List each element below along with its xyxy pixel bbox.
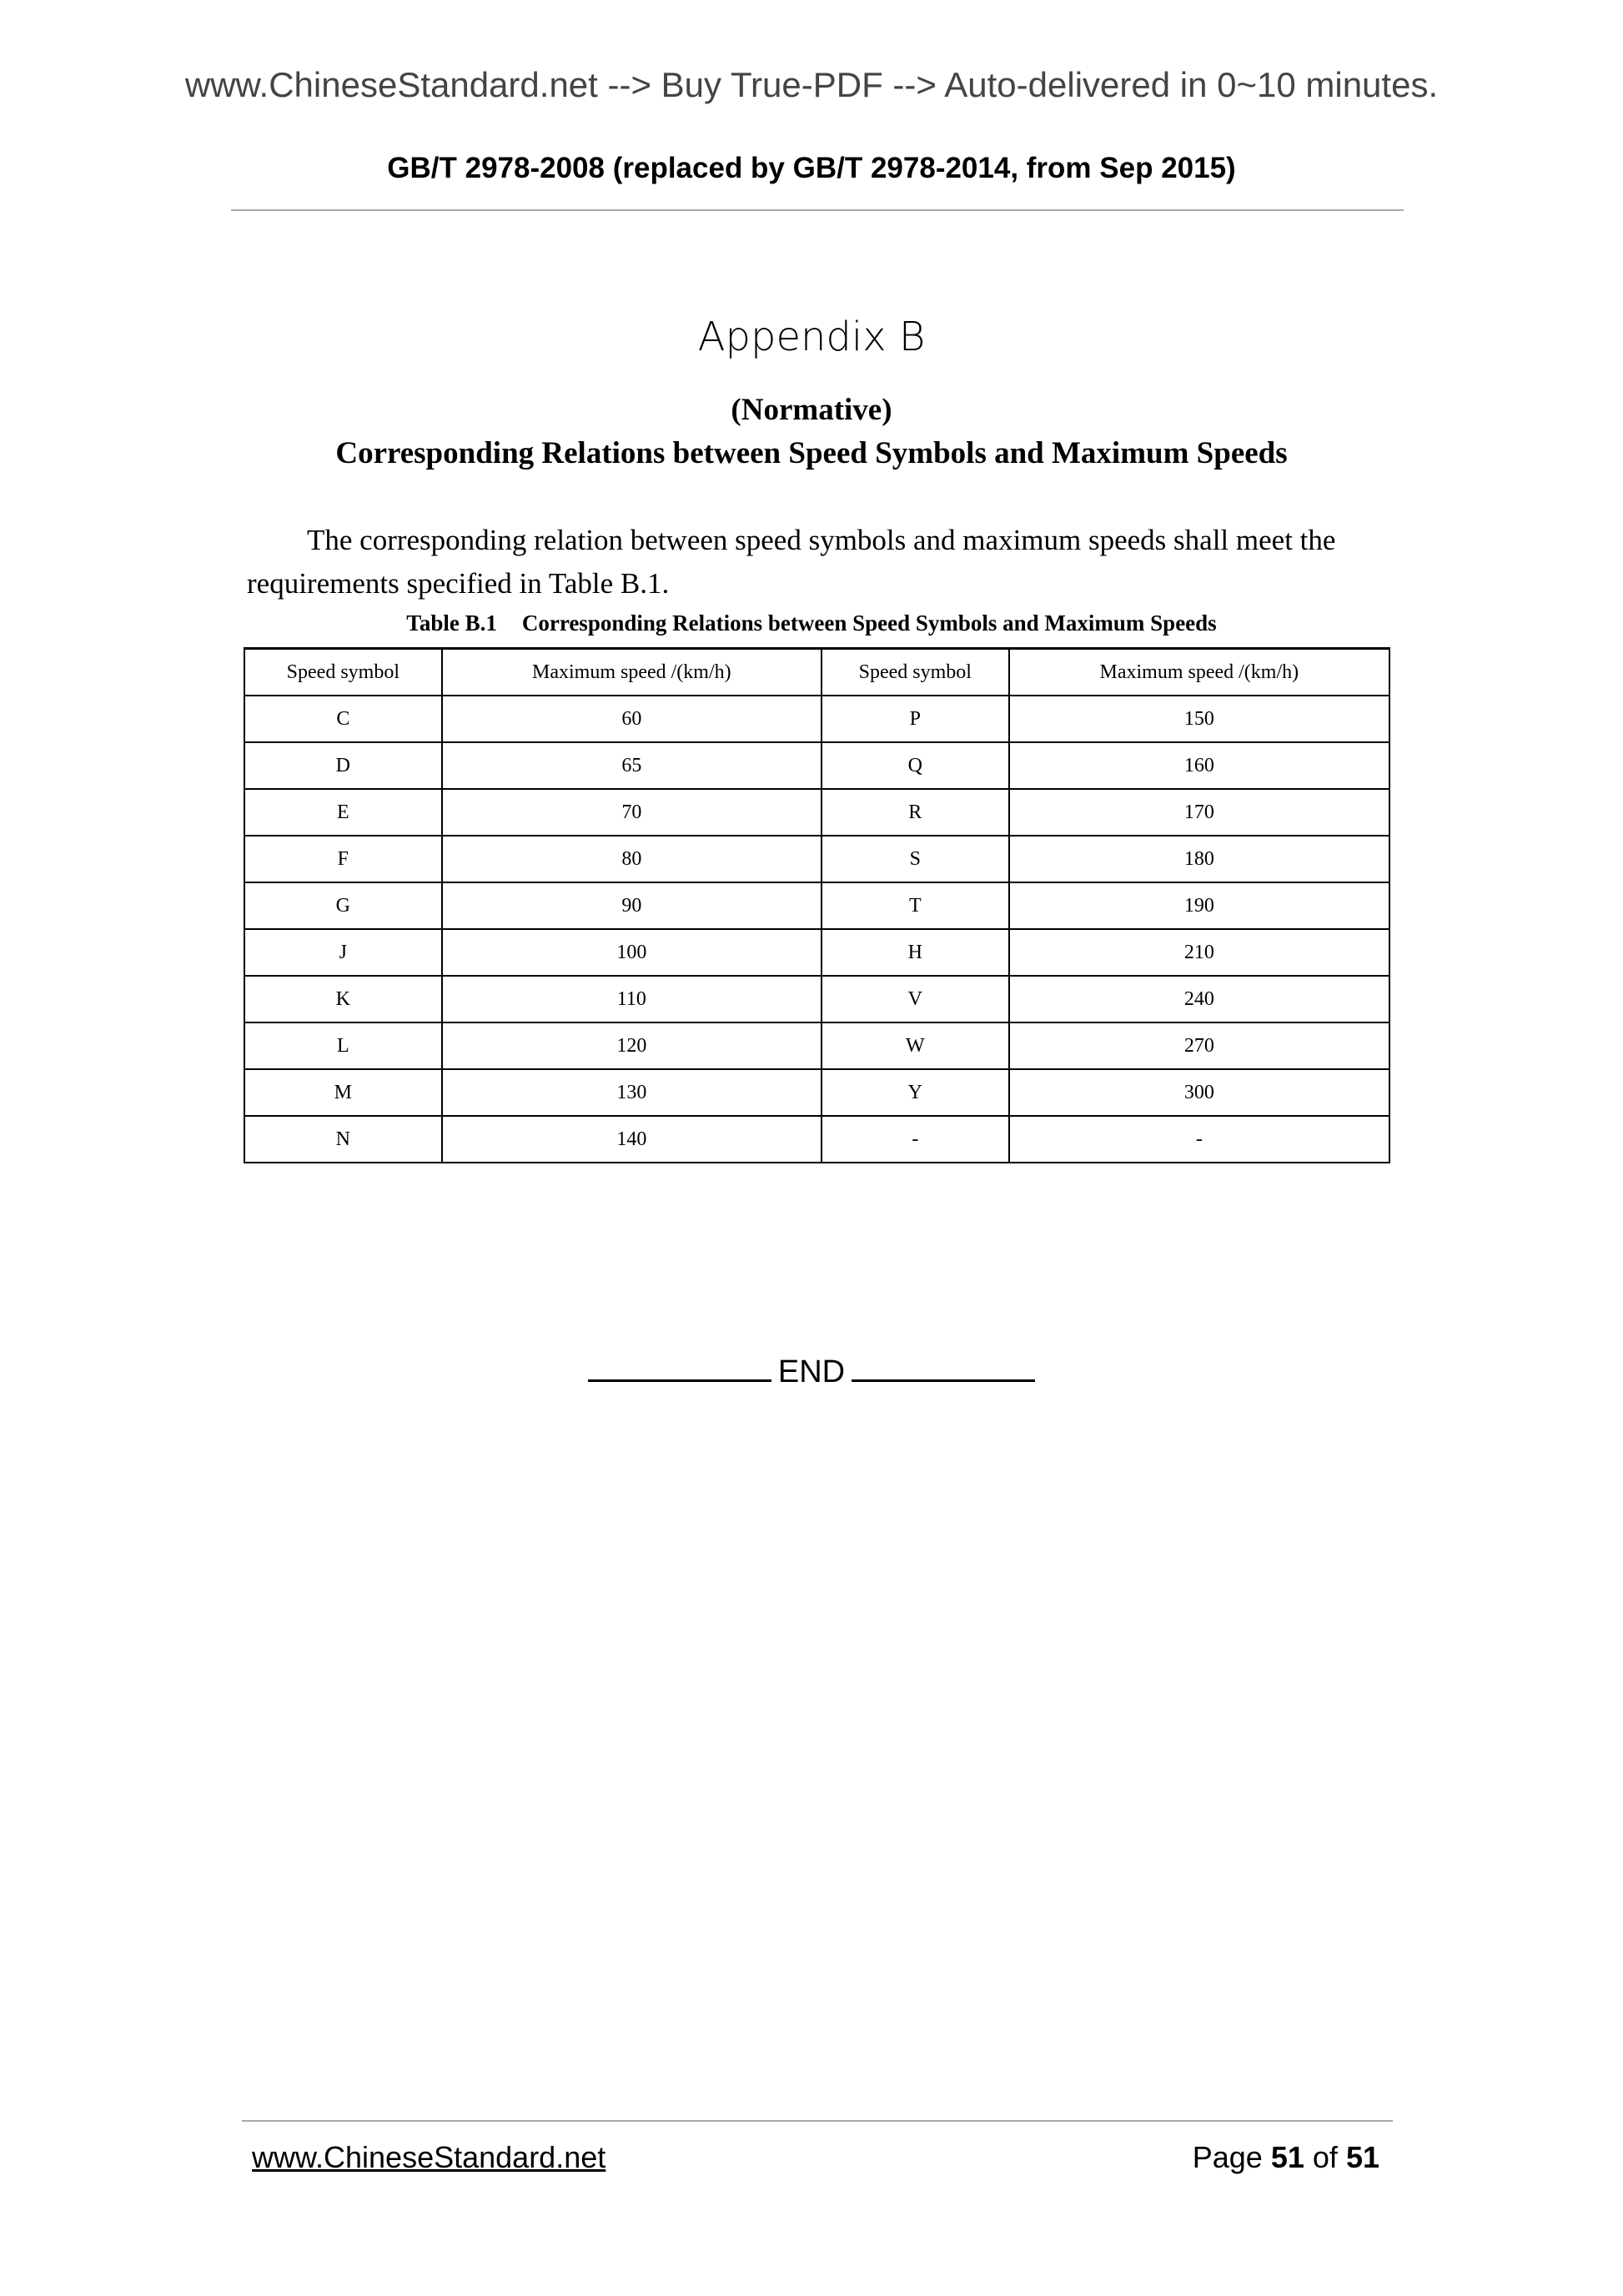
current-page: 51 bbox=[1270, 2140, 1304, 2174]
speed-symbol-cell: E bbox=[244, 789, 442, 836]
standard-title: GB/T 2978-2008 (replaced by GB/T 2978-2014, from Sep 2015) bbox=[387, 152, 1236, 184]
end-line-left bbox=[588, 1351, 771, 1382]
table-row bbox=[244, 696, 1389, 742]
speed-symbol-cell: H bbox=[822, 929, 1009, 976]
appendix-subtitle: Corresponding Relations between Speed Symbols and Maximum Speeds bbox=[335, 436, 1288, 470]
page-of: of bbox=[1312, 2140, 1338, 2174]
header-divider bbox=[231, 209, 1404, 211]
max-speed-cell: 65 bbox=[442, 742, 822, 789]
speed-symbol-cell: M bbox=[244, 1069, 442, 1116]
max-speed-cell: 100 bbox=[442, 929, 822, 976]
table-row bbox=[244, 1069, 1389, 1116]
speed-symbol-cell: Q bbox=[822, 742, 1009, 789]
table-row bbox=[244, 1116, 1389, 1163]
speed-symbol-cell: D bbox=[244, 742, 442, 789]
table-row bbox=[244, 789, 1389, 836]
speed-symbol-cell: G bbox=[244, 882, 442, 929]
column-header: Maximum speed /(km/h) bbox=[442, 649, 822, 696]
speed-symbol-cell: K bbox=[244, 976, 442, 1022]
end-marker bbox=[0, 1351, 1623, 1390]
max-speed-cell: - bbox=[1009, 1116, 1389, 1163]
table-header-row bbox=[244, 649, 1389, 696]
max-speed-cell: 70 bbox=[442, 789, 822, 836]
speed-symbol-cell: R bbox=[822, 789, 1009, 836]
table-row bbox=[244, 976, 1389, 1022]
max-speed-cell: 80 bbox=[442, 836, 822, 882]
speed-symbol-cell: Y bbox=[822, 1069, 1009, 1116]
max-speed-cell: 160 bbox=[1009, 742, 1389, 789]
table-number: Table B.1 bbox=[406, 610, 497, 636]
speed-symbol-cell: C bbox=[244, 696, 442, 742]
column-header: Speed symbol bbox=[244, 649, 442, 696]
table-row bbox=[244, 742, 1389, 789]
promo-header: www.ChineseStandard.net --> Buy True-PDF --> Auto-delivered in 0~10 minutes. bbox=[184, 65, 1439, 104]
max-speed-cell: 180 bbox=[1009, 836, 1389, 882]
column-header: Speed symbol bbox=[822, 649, 1009, 696]
max-speed-cell: 210 bbox=[1009, 929, 1389, 976]
max-speed-cell: 140 bbox=[442, 1116, 822, 1163]
footer-website-link[interactable]: www.ChineseStandard.net bbox=[252, 2140, 606, 2174]
speed-symbol-cell: S bbox=[822, 836, 1009, 882]
max-speed-cell: 110 bbox=[442, 976, 822, 1022]
speed-symbol-cell: T bbox=[822, 882, 1009, 929]
table-caption bbox=[0, 610, 1623, 636]
speed-symbol-cell: N bbox=[244, 1116, 442, 1163]
max-speed-cell: 270 bbox=[1009, 1022, 1389, 1069]
column-header: Maximum speed /(km/h) bbox=[1009, 649, 1389, 696]
speed-symbol-cell: V bbox=[822, 976, 1009, 1022]
footer-divider bbox=[242, 2120, 1393, 2122]
max-speed-cell: 90 bbox=[442, 882, 822, 929]
max-speed-cell: 60 bbox=[442, 696, 822, 742]
appendix-title: Appendix B bbox=[697, 314, 926, 360]
table-caption-text: Corresponding Relations between Speed Symbols and Maximum Speeds bbox=[521, 610, 1217, 636]
page-number bbox=[1193, 2140, 1379, 2175]
table-row bbox=[244, 929, 1389, 976]
table-row bbox=[244, 1022, 1389, 1069]
speed-symbol-cell: F bbox=[244, 836, 442, 882]
max-speed-cell: 150 bbox=[1009, 696, 1389, 742]
appendix-type: (Normative) bbox=[731, 393, 892, 427]
speed-symbol-table bbox=[244, 647, 1390, 1163]
max-speed-cell: 120 bbox=[442, 1022, 822, 1069]
table-row bbox=[244, 836, 1389, 882]
total-pages: 51 bbox=[1345, 2140, 1379, 2174]
speed-symbol-cell: W bbox=[822, 1022, 1009, 1069]
max-speed-cell: 170 bbox=[1009, 789, 1389, 836]
end-label: END bbox=[777, 1354, 846, 1389]
speed-symbol-cell: L bbox=[244, 1022, 442, 1069]
max-speed-cell: 240 bbox=[1009, 976, 1389, 1022]
end-line-right bbox=[852, 1351, 1035, 1382]
body-paragraph: The corresponding relation between speed symbols and maximum speeds shall meet the requirements specified in Table B.1. bbox=[247, 524, 1336, 600]
speed-symbol-cell: P bbox=[822, 696, 1009, 742]
page-prefix: Page bbox=[1192, 2140, 1263, 2174]
table-row bbox=[244, 882, 1389, 929]
speed-symbol-cell: - bbox=[822, 1116, 1009, 1163]
max-speed-cell: 300 bbox=[1009, 1069, 1389, 1116]
max-speed-cell: 190 bbox=[1009, 882, 1389, 929]
speed-symbol-cell: J bbox=[244, 929, 442, 976]
max-speed-cell: 130 bbox=[442, 1069, 822, 1116]
